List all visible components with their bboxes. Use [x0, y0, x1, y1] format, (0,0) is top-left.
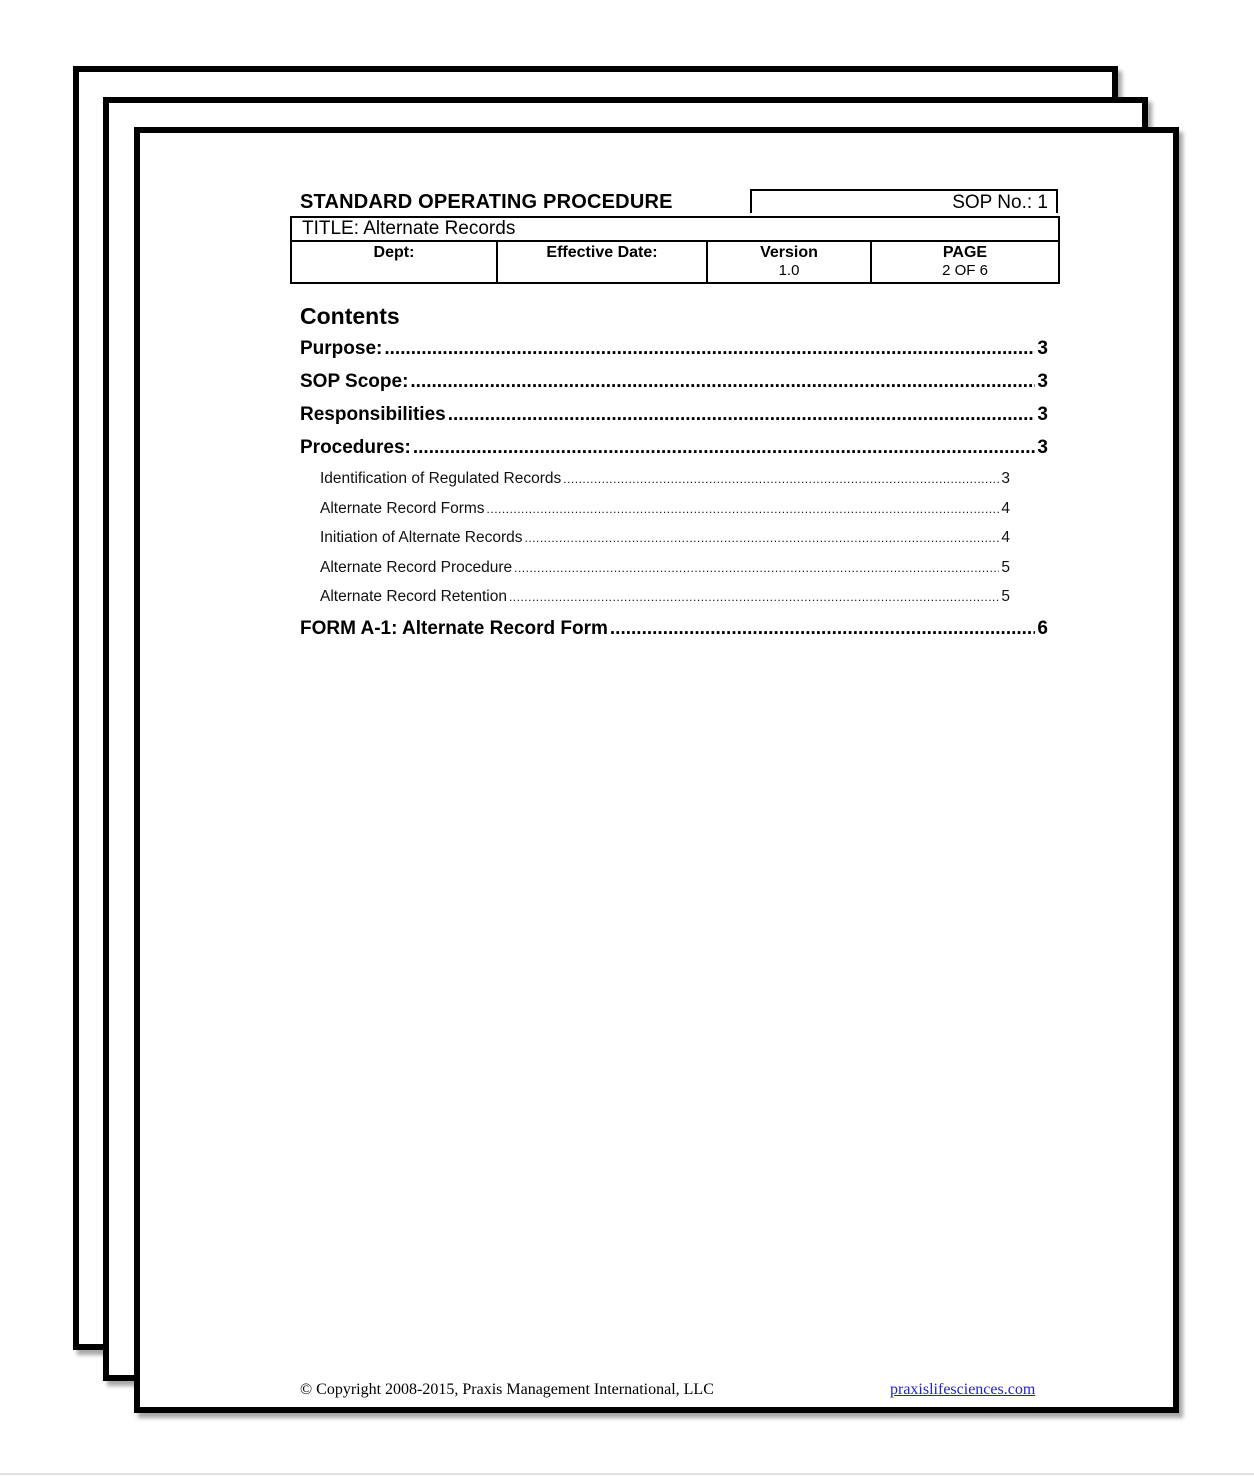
toc-entry-label: Alternate Record Procedure [320, 558, 513, 576]
toc-entry-label: FORM A-1: Alternate Record Form [300, 617, 608, 639]
header-cell-value: 1.0 [778, 262, 800, 279]
toc-entry-page: 3 [1037, 404, 1048, 425]
bottom-divider [0, 1473, 1254, 1475]
toc-leader-dots [413, 437, 1036, 459]
toc-entry-page: 3 [1037, 371, 1048, 392]
toc-subentry[interactable] [300, 529, 1010, 559]
toc-subentry[interactable] [300, 500, 1010, 530]
toc-entry-label: Alternate Record Retention [320, 588, 507, 605]
toc-entry[interactable] [300, 404, 1048, 437]
toc-leader-dots [487, 502, 1000, 516]
header-cell-version [708, 242, 872, 282]
toc-leader-dots [514, 561, 999, 575]
header-cell-label: Version [760, 244, 818, 261]
toc-subentry[interactable] [300, 588, 1010, 618]
toc-leader-dots [384, 338, 1035, 360]
toc-entry-label: Initiation of Alternate Records [320, 529, 523, 546]
page-body [290, 189, 1060, 651]
toc-leader-dots [610, 618, 1036, 640]
table-of-contents [290, 338, 1060, 651]
sop-header-top [290, 189, 1060, 216]
toc-entry-page: 4 [1001, 499, 1010, 517]
toc-entry-page: 5 [1001, 588, 1010, 605]
toc-entry-page: 3 [1037, 437, 1048, 458]
toc-entry-label: Responsibilities [300, 404, 446, 425]
toc-subentry[interactable] [300, 470, 1010, 500]
toc-leader-dots [509, 590, 999, 604]
toc-leader-dots [524, 531, 999, 545]
header-cell-page [872, 242, 1058, 282]
footer-copyright: © Copyright 2008-2015, Praxis Management International, LLC [300, 1381, 714, 1398]
toc-entry-page: 6 [1037, 617, 1048, 639]
footer-website-link[interactable]: praxislifesciences.com [890, 1381, 1036, 1398]
toc-entry-label: SOP Scope: [300, 371, 409, 392]
header-cell-effective-date [498, 242, 708, 282]
toc-entry[interactable] [300, 437, 1048, 470]
toc-entry-label: Procedures: [300, 437, 411, 458]
sop-heading: STANDARD OPERATING PROCEDURE [300, 191, 673, 213]
toc-entry[interactable] [300, 338, 1048, 371]
sop-title: TITLE: Alternate Records [290, 216, 1060, 240]
document-page [134, 127, 1179, 1413]
toc-entry-label: Identification of Regulated Records [320, 470, 562, 487]
toc-entry-page: 4 [1001, 529, 1010, 546]
header-cell-label: PAGE [942, 244, 988, 261]
header-cell-value: 2 OF 6 [942, 262, 988, 279]
toc-leader-dots [563, 472, 999, 486]
toc-leader-dots [448, 404, 1036, 426]
header-cell-label: Effective Date: [546, 244, 658, 261]
toc-subentry[interactable] [300, 559, 1010, 589]
header-cell-dept [292, 242, 498, 282]
toc-entry[interactable] [300, 371, 1048, 404]
toc-leader-dots [410, 371, 1035, 393]
toc-entry-page: 3 [1037, 338, 1048, 359]
header-cell-label: Dept: [373, 244, 415, 261]
toc-entry-page: 5 [1001, 558, 1010, 576]
toc-entry[interactable] [300, 618, 1048, 651]
toc-entry-label: Alternate Record Forms [320, 499, 485, 517]
contents-heading: Contents [300, 303, 400, 329]
toc-entry-page: 3 [1001, 470, 1010, 487]
sop-header-table [290, 240, 1060, 284]
sop-number: SOP No.: 1 [750, 189, 1058, 213]
toc-entry-label: Purpose: [300, 338, 383, 359]
